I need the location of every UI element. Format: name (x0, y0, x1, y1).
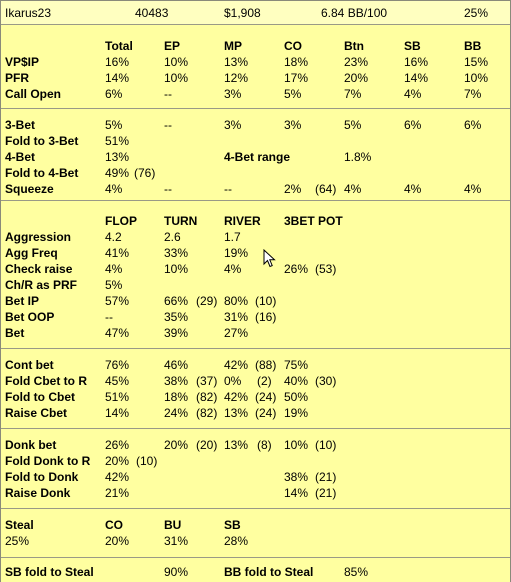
col-co: CO (284, 39, 302, 53)
folddonkr-label: Fold Donk to R (5, 454, 91, 468)
pfr-mp: 12% (224, 71, 249, 85)
donkbet-turn: 20% (164, 438, 189, 452)
header-percent: 25% (464, 6, 489, 20)
steal-section (1, 508, 510, 558)
raisecbet-river: 13% (224, 406, 249, 420)
foldcbet-turn-count: (82) (196, 390, 218, 404)
foldcbetr-turn: 38% (164, 374, 189, 388)
callopen-sb: 4% (404, 87, 422, 101)
betip-turn-count: (29) (196, 294, 218, 308)
foldcbet-flop: 51% (105, 390, 130, 404)
postflop-section (1, 200, 510, 349)
chr-prf-value: 5% (105, 278, 123, 292)
threebet-total: 5% (105, 118, 123, 132)
hands-count: 40483 (135, 6, 169, 20)
callopen-btn: 7% (344, 87, 362, 101)
folddonk-3betpot: 38% (284, 470, 309, 484)
squeeze-btn: 4% (344, 182, 362, 196)
threebet-btn: 5% (344, 118, 362, 132)
squeeze-sb: 4% (404, 182, 422, 196)
sb-fold-steal-value: 90% (164, 565, 189, 579)
col-mp: MP (224, 39, 242, 53)
aggfreq-river: 19% (224, 246, 249, 260)
vpip-bb: 15% (464, 55, 489, 69)
fold4bet-label: Fold to 4-Bet (5, 166, 79, 180)
pfr-ep: 10% (164, 71, 189, 85)
raisecbet-label: Raise Cbet (5, 406, 68, 420)
raisecbet-river-count: (24) (255, 406, 277, 420)
aggression-flop: 4.2 (105, 230, 122, 244)
steal-total: 25% (5, 534, 30, 548)
bb-per-100: 6.84 BB/100 (321, 6, 388, 20)
preflop-section (1, 24, 510, 109)
raisecbet-flop: 14% (105, 406, 130, 420)
fold3bet-label: Fold to 3-Bet (5, 134, 79, 148)
col-btn: Btn (344, 39, 364, 53)
steal-sb: 28% (224, 534, 249, 548)
aggfreq-label: Agg Freq (5, 246, 58, 260)
folddonk-3betpot-count: (21) (315, 470, 337, 484)
threebet-section (1, 108, 510, 201)
threebet-ep: -- (164, 118, 172, 132)
pfr-sb: 14% (404, 71, 429, 85)
col-3bet-pot: 3BET POT (284, 214, 343, 228)
squeeze-mp: -- (224, 182, 232, 196)
foldcbetr-turn-count: (37) (196, 374, 218, 388)
squeeze-bb: 4% (464, 182, 482, 196)
contbet-flop: 76% (105, 358, 130, 372)
sb-fold-steal-label: SB fold to Steal (5, 565, 94, 579)
steal-bu: 31% (164, 534, 189, 548)
squeeze-label: Squeeze (5, 182, 54, 196)
steal-co: 20% (105, 534, 130, 548)
folddonk-flop: 42% (105, 470, 130, 484)
callopen-label: Call Open (5, 87, 62, 101)
raisecbet-turn-count: (82) (196, 406, 218, 420)
col-sb: SB (404, 39, 421, 53)
foldcbetr-river-count: (2) (257, 374, 272, 388)
aggfreq-flop: 41% (105, 246, 130, 260)
threebet-co: 3% (284, 118, 302, 132)
raisecbet-turn: 24% (164, 406, 189, 420)
betoop-turn: 35% (164, 310, 189, 324)
betip-river: 80% (224, 294, 249, 308)
donkbet-flop: 26% (105, 438, 130, 452)
checkraise-flop: 4% (105, 262, 123, 276)
foldcbet-river: 42% (224, 390, 249, 404)
donkbet-river-count: (8) (257, 438, 272, 452)
donkbet-turn-count: (20) (196, 438, 218, 452)
threebet-sb: 6% (404, 118, 422, 132)
donkbet-river: 13% (224, 438, 249, 452)
foldcbetr-3betpot: 40% (284, 374, 309, 388)
foldcbetr-3betpot-count: (30) (315, 374, 337, 388)
bet-flop: 47% (105, 326, 130, 340)
donkbet-3betpot-count: (10) (315, 438, 337, 452)
contbet-turn: 46% (164, 358, 189, 372)
foldcbetr-label: Fold Cbet to R (5, 374, 87, 388)
steal-col-co: CO (105, 518, 123, 532)
fourbet-range-value: 1.8% (344, 150, 372, 164)
chr-prf-label: Ch/R as PRF (5, 278, 78, 292)
pfr-label: PFR (5, 71, 29, 85)
folddonk-label: Fold to Donk (5, 470, 79, 484)
foldcbetr-flop: 45% (105, 374, 130, 388)
betip-flop: 57% (105, 294, 130, 308)
callopen-bb: 7% (464, 87, 482, 101)
col-total: Total (105, 39, 133, 53)
raisedonk-3betpot: 14% (284, 486, 309, 500)
checkraise-3betpot: 26% (284, 262, 309, 276)
betoop-label: Bet OOP (5, 310, 55, 324)
squeeze-co: 2% (284, 182, 302, 196)
donkbet-3betpot: 10% (284, 438, 309, 452)
mouse-cursor-icon (263, 249, 277, 269)
threebet-mp: 3% (224, 118, 242, 132)
checkraise-river: 4% (224, 262, 242, 276)
fold4bet-count: (76) (134, 166, 156, 180)
bet-river: 27% (224, 326, 249, 340)
bet-turn: 39% (164, 326, 189, 340)
vpip-btn: 23% (344, 55, 369, 69)
callopen-ep: -- (164, 87, 172, 101)
steal-col-sb: SB (224, 518, 241, 532)
raisecbet-3betpot: 19% (284, 406, 309, 420)
bb-fold-steal-value: 85% (344, 565, 369, 579)
vpip-sb: 16% (404, 55, 429, 69)
player-name[interactable]: Ikarus23 (5, 6, 52, 20)
fold4bet-value: 49% (105, 166, 130, 180)
donk-section (1, 428, 510, 509)
fourbet-value: 13% (105, 150, 130, 164)
foldcbet-turn: 18% (164, 390, 189, 404)
aggfreq-turn: 33% (164, 246, 189, 260)
bb-fold-steal-label: BB fold to Steal (224, 565, 314, 579)
betip-label: Bet IP (5, 294, 40, 308)
callopen-co: 5% (284, 87, 302, 101)
checkraise-label: Check raise (5, 262, 73, 276)
steal-col-bu: BU (164, 518, 182, 532)
fold3bet-value: 51% (105, 134, 130, 148)
pfr-bb: 10% (464, 71, 489, 85)
steal-defense-section (1, 557, 510, 582)
raisedonk-label: Raise Donk (5, 486, 71, 500)
steal-label: Steal (5, 518, 34, 532)
pfr-btn: 20% (344, 71, 369, 85)
bet-label: Bet (5, 326, 25, 340)
donkbet-label: Donk bet (5, 438, 57, 452)
col-turn: TURN (164, 214, 198, 228)
threebet-label: 3-Bet (5, 118, 36, 132)
squeeze-co-count: (64) (315, 182, 337, 196)
aggression-label: Aggression (5, 230, 72, 244)
betip-river-count: (10) (255, 294, 277, 308)
foldcbetr-river: 0% (224, 374, 242, 388)
vpip-total: 16% (105, 55, 130, 69)
squeeze-ep: -- (164, 182, 172, 196)
vpip-co: 18% (284, 55, 309, 69)
checkraise-turn: 10% (164, 262, 189, 276)
contbet-label: Cont bet (5, 358, 54, 372)
pfr-total: 14% (105, 71, 130, 85)
winnings: $1,908 (224, 6, 261, 20)
betip-turn: 66% (164, 294, 189, 308)
fourbet-range-label: 4-Bet range (224, 150, 291, 164)
cbet-section (1, 348, 510, 429)
betoop-river-count: (16) (255, 310, 277, 324)
checkraise-3betpot-count: (53) (315, 262, 337, 276)
squeeze-total: 4% (105, 182, 123, 196)
contbet-river-count: (88) (255, 358, 277, 372)
threebet-bb: 6% (464, 118, 482, 132)
raisedonk-3betpot-count: (21) (315, 486, 337, 500)
betoop-flop: -- (105, 310, 113, 324)
foldcbet-label: Fold to Cbet (5, 390, 75, 404)
callopen-total: 6% (105, 87, 123, 101)
col-flop: FLOP (105, 214, 137, 228)
contbet-river: 42% (224, 358, 249, 372)
col-river: RIVER (224, 214, 261, 228)
contbet-3betpot: 75% (284, 358, 309, 372)
foldcbet-3betpot: 50% (284, 390, 309, 404)
aggression-turn: 2.6 (164, 230, 181, 244)
fourbet-label: 4-Bet (5, 150, 36, 164)
pfr-co: 17% (284, 71, 309, 85)
aggression-river: 1.7 (224, 230, 241, 244)
player-header (1, 1, 510, 24)
col-bb: BB (464, 39, 482, 53)
vpip-mp: 13% (224, 55, 249, 69)
betoop-river: 31% (224, 310, 249, 324)
folddonkr-flop: 20% (105, 454, 130, 468)
vpip-label: VP$IP (5, 55, 40, 69)
raisedonk-flop: 21% (105, 486, 130, 500)
folddonkr-flop-count: (10) (136, 454, 158, 468)
col-ep: EP (164, 39, 181, 53)
foldcbet-river-count: (24) (255, 390, 277, 404)
vpip-ep: 10% (164, 55, 189, 69)
callopen-mp: 3% (224, 87, 242, 101)
